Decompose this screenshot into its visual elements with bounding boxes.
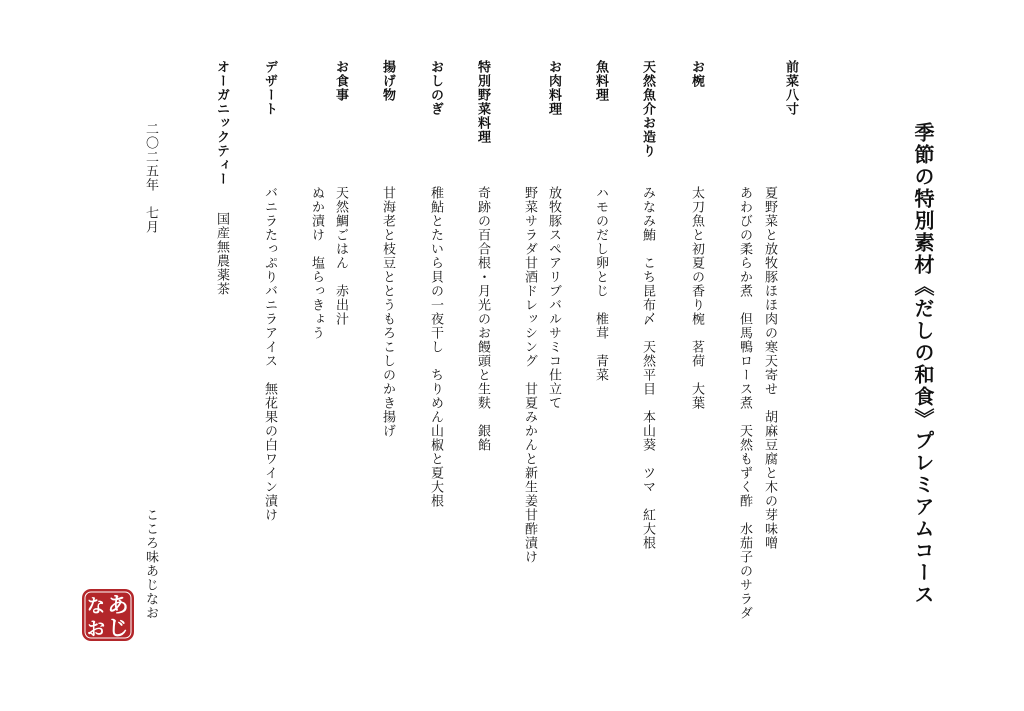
course-item-oshokuji-2: ぬか漬け 塩らっきょう bbox=[309, 186, 324, 340]
course-heading-niku: お肉料理 bbox=[546, 60, 561, 116]
course-item-zensai-2: あわびの柔らか煮 但馬鴨ロース煮 天然もずく酢 水茄子のサラダ bbox=[737, 186, 752, 620]
course-heading-oshokuji: お食事 bbox=[333, 60, 348, 102]
course-item-yasai-1: 奇跡の百合根・月光のお饅頭と生麩 銀餡 bbox=[475, 186, 490, 452]
svg-text:じ: じ bbox=[107, 616, 129, 640]
svg-text:な: な bbox=[87, 596, 105, 617]
course-heading-dessert: デザート bbox=[262, 60, 277, 116]
restaurant-seal-logo bbox=[80, 587, 136, 643]
svg-text:お: お bbox=[87, 619, 105, 640]
course-item-sakana-1: ハモのだし卵とじ 椎茸 青菜 bbox=[593, 186, 608, 382]
course-heading-owan: お椀 bbox=[689, 60, 704, 88]
menu-title: 季節の特別素材《だしの和食》プレミアムコース bbox=[911, 122, 935, 606]
course-item-owan-1: 太刀魚と初夏の香り椀 茗荷 大葉 bbox=[689, 186, 704, 410]
course-heading-tea: オーガニックティー bbox=[214, 60, 229, 186]
restaurant-name: こころ味あじなお bbox=[143, 508, 158, 620]
course-item-agemono-1: 甘海老と枝豆ととうもろこしのかき揚げ bbox=[380, 186, 395, 438]
course-item-niku-1: 放牧豚スペアリブバルサミコ仕立て bbox=[546, 186, 561, 410]
course-item-otsukuri-1: みなみ鮪 こち昆布〆 天然平目 本山葵 ツマ 紅大根 bbox=[640, 186, 655, 550]
course-item-dessert-1: バニラたっぷりバニラアイス 無花果の白ワイン漬け bbox=[262, 186, 277, 522]
course-heading-yasai: 特別野菜料理 bbox=[475, 60, 490, 144]
menu-date: 二〇二五年 七月 bbox=[143, 122, 158, 234]
course-heading-agemono: 揚げ物 bbox=[380, 60, 395, 102]
course-item-oshokuji-1: 天然鯛ごはん 赤出汁 bbox=[333, 186, 348, 326]
course-heading-oshinogi: おしのぎ bbox=[428, 60, 443, 116]
course-heading-sakana: 魚料理 bbox=[593, 60, 608, 102]
svg-text:あ: あ bbox=[107, 593, 129, 617]
course-item-tea-1: 国産無農薬茶 bbox=[214, 212, 229, 296]
course-heading-otsukuri: 天然魚介お造り bbox=[640, 60, 655, 158]
course-item-zensai-1: 夏野菜と放牧豚ほほ肉の寒天寄せ 胡麻豆腐と木の芽味噌 bbox=[762, 186, 777, 550]
course-item-oshinogi-1: 稚鮎とたいら貝の一夜干し ちりめん山椒と夏大根 bbox=[428, 186, 443, 508]
course-heading-zensai: 前菜八寸 bbox=[783, 60, 798, 116]
course-item-niku-2: 野菜サラダ甘酒ドレッシング 甘夏みかんと新生姜甘酢漬け bbox=[522, 186, 537, 564]
